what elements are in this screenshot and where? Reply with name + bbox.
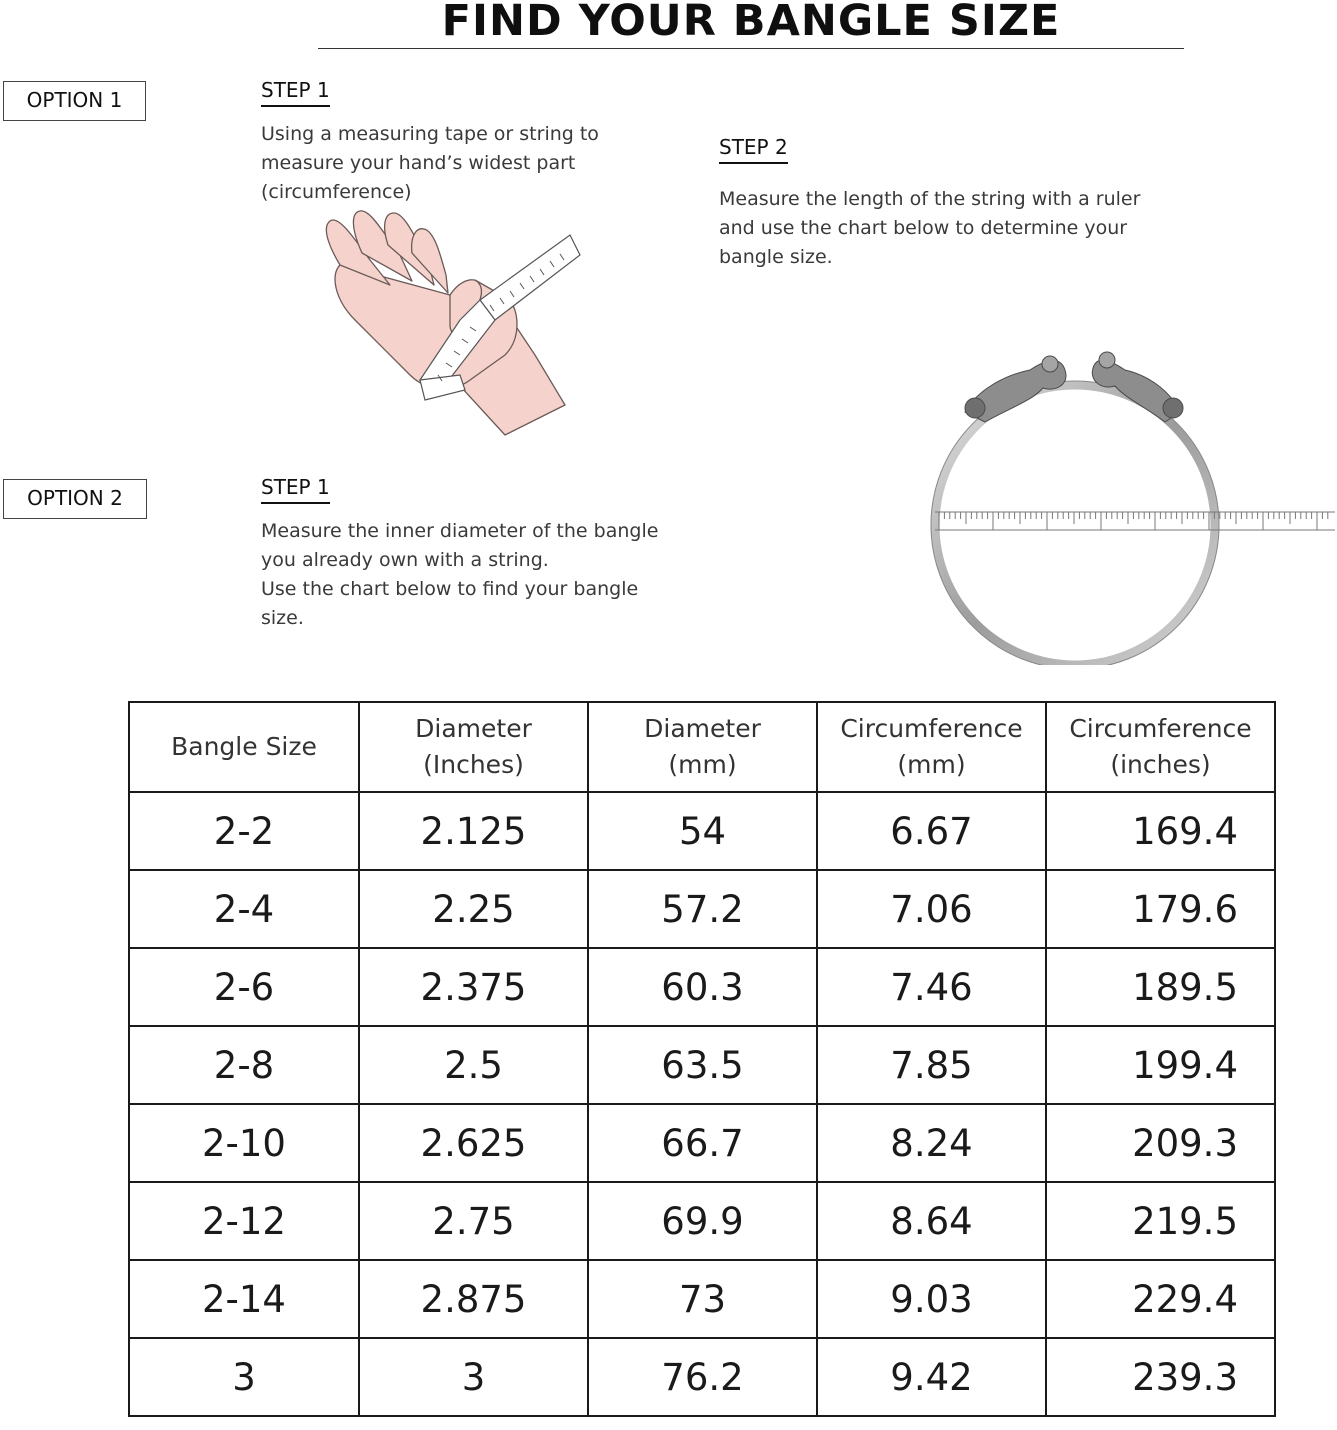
header-circumference-mm: Circumference (mm) bbox=[817, 702, 1046, 792]
cell-bangle-size: 2-4 bbox=[129, 870, 359, 948]
text-line: (circumference) bbox=[261, 181, 412, 203]
cell-diameter-inches: 2.875 bbox=[359, 1260, 588, 1338]
cell-diameter-inches: 2.5 bbox=[359, 1026, 588, 1104]
table-row bbox=[129, 1260, 1275, 1338]
cell-bangle-size: 2-10 bbox=[129, 1104, 359, 1182]
cell-bangle-size: 2-8 bbox=[129, 1026, 359, 1104]
option-1-step-2-label: STEP 2 bbox=[719, 134, 788, 164]
header-diameter-inches: Diameter (Inches) bbox=[359, 702, 588, 792]
text-line: measure your hand’s widest part bbox=[261, 152, 576, 174]
ruler bbox=[935, 512, 1335, 530]
cell-bangle-size: 2-6 bbox=[129, 948, 359, 1026]
cell-bangle-size: 2-12 bbox=[129, 1182, 359, 1260]
option-2-step-1-label: STEP 1 bbox=[261, 474, 330, 504]
hand-measuring-tape-illustration bbox=[300, 205, 600, 445]
option-1-step-1-label: STEP 1 bbox=[261, 77, 330, 107]
cell-diameter-inches: 3 bbox=[359, 1338, 588, 1416]
text-line: Measure the inner diameter of the bangle bbox=[261, 520, 659, 542]
text-line: Use the chart below to find your bangle bbox=[261, 578, 639, 600]
cell-circumference-inches: 229.4 bbox=[1046, 1260, 1275, 1338]
cell-diameter-inches: 2.25 bbox=[359, 870, 588, 948]
cell-diameter-mm: 66.7 bbox=[588, 1104, 817, 1182]
text-line: you already own with a string. bbox=[261, 549, 549, 571]
cell-circumference-inches: 209.3 bbox=[1046, 1104, 1275, 1182]
header-bangle-size: Bangle Size bbox=[129, 702, 359, 792]
cell-circumference-mm: 7.46 bbox=[817, 948, 1046, 1026]
cell-diameter-inches: 2.75 bbox=[359, 1182, 588, 1260]
cell-circumference-mm: 9.42 bbox=[817, 1338, 1046, 1416]
cell-bangle-size: 2-2 bbox=[129, 792, 359, 870]
cell-diameter-inches: 2.375 bbox=[359, 948, 588, 1026]
ruler-ticks bbox=[939, 512, 1328, 530]
elephant-head-left bbox=[965, 356, 1066, 422]
option-1-label: OPTION 1 bbox=[3, 81, 146, 121]
cell-diameter-mm: 54 bbox=[588, 792, 817, 870]
cell-circumference-inches: 239.3 bbox=[1046, 1338, 1275, 1416]
cell-circumference-mm: 7.85 bbox=[817, 1026, 1046, 1104]
cell-diameter-mm: 63.5 bbox=[588, 1026, 817, 1104]
table-row bbox=[129, 1104, 1275, 1182]
table-row bbox=[129, 1338, 1275, 1416]
table-row bbox=[129, 1026, 1275, 1104]
cell-diameter-mm: 57.2 bbox=[588, 870, 817, 948]
bangle-size-table bbox=[128, 701, 1276, 1417]
table-row bbox=[129, 1182, 1275, 1260]
cell-circumference-mm: 7.06 bbox=[817, 870, 1046, 948]
page-title: FIND YOUR BANGLE SIZE bbox=[441, 0, 1061, 46]
text-line: and use the chart below to determine your bbox=[719, 217, 1128, 239]
cell-diameter-mm: 60.3 bbox=[588, 948, 817, 1026]
text-line: bangle size. bbox=[719, 246, 833, 268]
cell-circumference-inches: 169.4 bbox=[1046, 792, 1275, 870]
cell-circumference-inches: 179.6 bbox=[1046, 870, 1275, 948]
cell-circumference-inches: 199.4 bbox=[1046, 1026, 1275, 1104]
cell-bangle-size: 2-14 bbox=[129, 1260, 359, 1338]
option-2-step-1-text bbox=[261, 517, 721, 633]
text-line: Measure the length of the string with a ruler bbox=[719, 188, 1141, 210]
cell-circumference-mm: 8.64 bbox=[817, 1182, 1046, 1260]
header-diameter-mm: Diameter (mm) bbox=[588, 702, 817, 792]
text-line: size. bbox=[261, 607, 304, 629]
cell-circumference-inches: 219.5 bbox=[1046, 1182, 1275, 1260]
option-1-step-1-text bbox=[261, 120, 681, 207]
cell-bangle-size: 3 bbox=[129, 1338, 359, 1416]
table-row bbox=[129, 792, 1275, 870]
cell-circumference-mm: 8.24 bbox=[817, 1104, 1046, 1182]
option-2-label: OPTION 2 bbox=[3, 479, 147, 519]
cell-circumference-mm: 9.03 bbox=[817, 1260, 1046, 1338]
cell-diameter-inches: 2.125 bbox=[359, 792, 588, 870]
cell-diameter-mm: 76.2 bbox=[588, 1338, 817, 1416]
cell-diameter-mm: 73 bbox=[588, 1260, 817, 1338]
title-divider bbox=[318, 48, 1184, 49]
bangle-ruler-illustration bbox=[915, 330, 1337, 665]
elephant-head-right bbox=[1092, 352, 1183, 422]
table-row bbox=[129, 870, 1275, 948]
cell-diameter-inches: 2.625 bbox=[359, 1104, 588, 1182]
cell-diameter-mm: 69.9 bbox=[588, 1182, 817, 1260]
cell-circumference-inches: 189.5 bbox=[1046, 948, 1275, 1026]
text-line: Using a measuring tape or string to bbox=[261, 123, 599, 145]
table-row bbox=[129, 948, 1275, 1026]
cell-circumference-mm: 6.67 bbox=[817, 792, 1046, 870]
header-circumference-inches: Circumference (inches) bbox=[1046, 702, 1275, 792]
table-header-row bbox=[129, 702, 1275, 792]
option-1-step-2-text bbox=[719, 185, 1219, 272]
